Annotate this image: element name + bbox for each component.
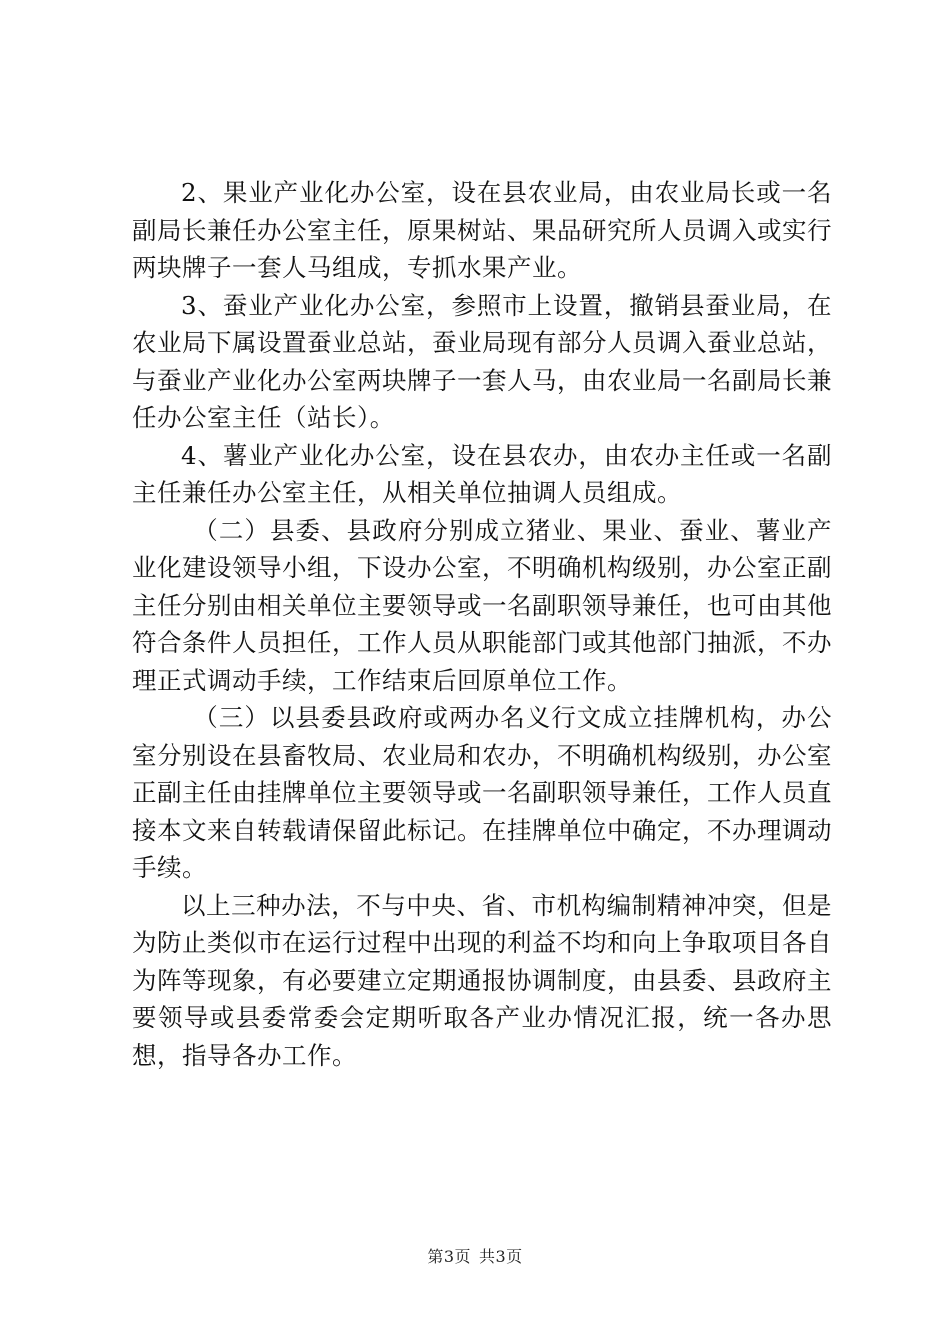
paragraph-section-three: （三）以县委县政府或两办名义行文成立挂牌机构，办公室分别设在县畜牧局、农业局和农办，不明确机构级别，办公室正副主任由挂牌单位主要领导或一名副职领导兼任，工作人员直接本文来自转载请保留此标记。在挂牌单位中确定，不办理调动手续。	[132, 703, 832, 882]
paragraph-silk-office: 3、蚕业产业化办公室，参照市上设置，撤销县蚕业局，在农业局下属设置蚕业总站，蚕业局现有部分人员调入蚕业总站，与蚕业产业化办公室两块牌子一套人马，由农业局一名副局长兼任办公室主任（站长）。	[132, 290, 832, 432]
paragraph-conclusion: 以上三种办法，不与中央、省、市机构编制精神冲突，但是为防止类似市在运行过程中出现的利益不均和向上争取项目各自为阵等现象，有必要建立定期通报协调制度，由县委、县政府主要领导或县委常委会定期听取各产业办情况汇报，统一各办思想，指导各办工作。	[132, 890, 832, 1070]
paragraph-fruit-office: 2、果业产业化办公室，设在县农业局，由农业局长或一名副局长兼任办公室主任，原果树站、果品研究所人员调入或实行两块牌子一套人马组成，专抓水果产业。	[132, 178, 832, 282]
page-total: 共3页	[479, 1247, 523, 1266]
paragraph-potato-office: 4、薯业产业化办公室，设在县农办，由农办主任或一名副主任兼任办公室主任，从相关单位抽调人员组成。	[132, 440, 832, 507]
page-footer	[0, 1244, 950, 1267]
page-number: 第3页	[427, 1247, 471, 1266]
paragraph-section-two: （二）县委、县政府分别成立猪业、果业、蚕业、薯业产业化建设领导小组，下设办公室，不明确机构级别，办公室正副主任分别由相关单位主要领导或一名副职领导兼任，也可由其他符合条件人员担任，工作人员从职能部门或其他部门抽派，不办理正式调动手续，工作结束后回原单位工作。	[132, 515, 832, 695]
document-body	[132, 174, 832, 1074]
